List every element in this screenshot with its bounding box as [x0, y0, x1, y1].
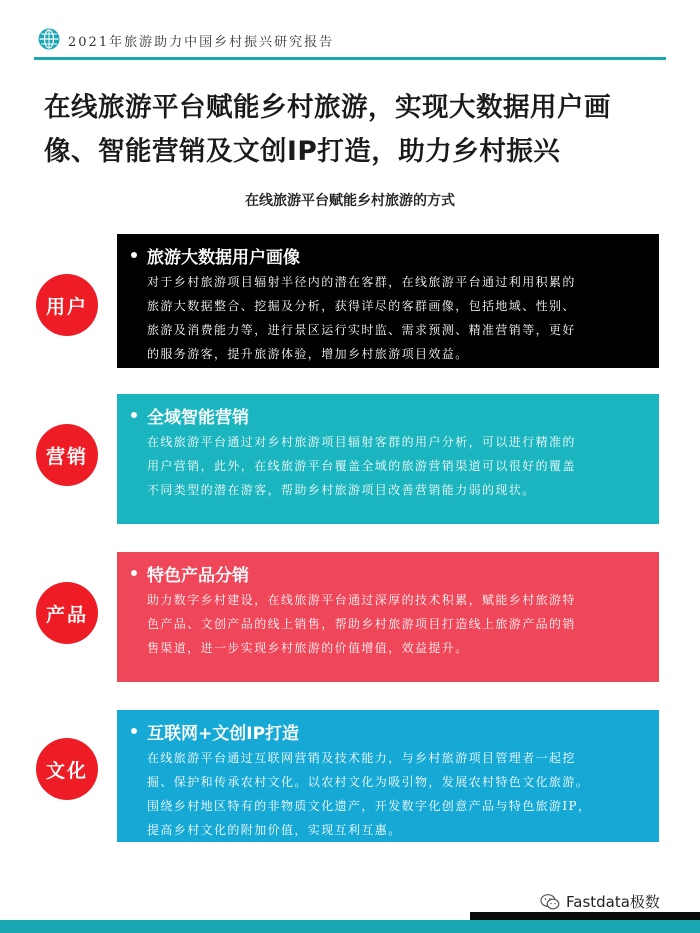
- card-line: 旅游及消费能力等，进行景区运行实时监、需求预测、精准营销等，更好: [147, 323, 576, 337]
- card-line: 掘、保护和传承农村文化。以农村文化为吸引物，发展农村特色文化旅游。: [147, 775, 590, 789]
- card-line: 用户营销，此外，在线旅游平台覆盖全域的旅游营销渠道可以很好的覆盖: [147, 459, 576, 473]
- card: [117, 234, 659, 368]
- card-heading: 旅游大数据用户画像: [147, 247, 300, 268]
- card-line: 旅游大数据整合、挖掘及分析，获得详尽的客群画像，包括地域、性别、: [147, 299, 576, 313]
- page-title: [44, 86, 664, 174]
- bullet-icon: [131, 570, 137, 576]
- card-line: 售渠道，进一步实现乡村旅游的价值增值，效益提升。: [147, 641, 469, 655]
- bullet-icon: [131, 412, 137, 418]
- card-heading: 特色产品分销: [147, 565, 249, 586]
- card: [117, 394, 659, 524]
- card-line: 在线旅游平台通过对乡村旅游项目辐射客群的用户分析，可以进行精准的: [147, 435, 576, 449]
- card-line: 的服务游客，提升旅游体验，增加乡村旅游项目效益。: [147, 347, 469, 361]
- report-header: [0, 0, 700, 62]
- card-line: 对于乡村旅游项目辐射半径内的潜在客群，在线旅游平台通过利用积累的: [147, 275, 576, 289]
- bullet-icon: [131, 252, 137, 258]
- card-heading: 互联网+文创IP打造: [147, 723, 300, 744]
- watermark-text: Fastdata极数: [566, 893, 660, 911]
- tag-circle: 用户: [36, 274, 98, 336]
- card-line: 助力数字乡村建设，在线旅游平台通过深厚的技术积累，赋能乡村旅游特: [147, 593, 576, 607]
- card-line: 围绕乡村地区特有的非物质文化遗产，开发数字化创意产品与特色旅游IP，: [147, 799, 592, 813]
- card-line: 不同类型的潜在游客，帮助乡村旅游项目改善营销能力弱的现状。: [147, 483, 536, 497]
- footer-bar: [0, 920, 700, 933]
- page-title-line-2: 像、智能营销及文创IP打造，助力乡村振兴: [44, 136, 561, 167]
- card-body: [147, 746, 647, 842]
- header-divider: [34, 57, 666, 60]
- tag-circle: 营销: [36, 424, 98, 486]
- card-body: [147, 588, 647, 660]
- card: [117, 710, 659, 842]
- tag-circle: 产品: [36, 582, 98, 644]
- bullet-icon: [131, 728, 137, 734]
- section-subtitle: 在线旅游平台赋能乡村旅游的方式: [245, 193, 455, 209]
- card-line: 色产品、文创产品的线上销售，帮助乡村旅游项目打造线上旅游产品的销: [147, 617, 576, 631]
- card-line: 在线旅游平台通过互联网营销及技术能力，与乡村旅游项目管理者一起挖: [147, 751, 576, 765]
- report-title: 2021年旅游助力中国乡村振兴研究报告: [68, 35, 335, 50]
- tag-circle: 文化: [36, 738, 98, 800]
- card-body: [147, 270, 647, 366]
- card-line: 提高乡村文化的附加价值，实现互利互惠。: [147, 823, 402, 837]
- watermark: [540, 891, 660, 912]
- globe-icon: [38, 28, 60, 50]
- card-heading: 全域智能营销: [147, 407, 249, 428]
- card-body: [147, 430, 647, 502]
- card: [117, 552, 659, 682]
- page-title-line-1: 在线旅游平台赋能乡村旅游，实现大数据用户画: [44, 92, 611, 123]
- wechat-icon: [540, 893, 560, 911]
